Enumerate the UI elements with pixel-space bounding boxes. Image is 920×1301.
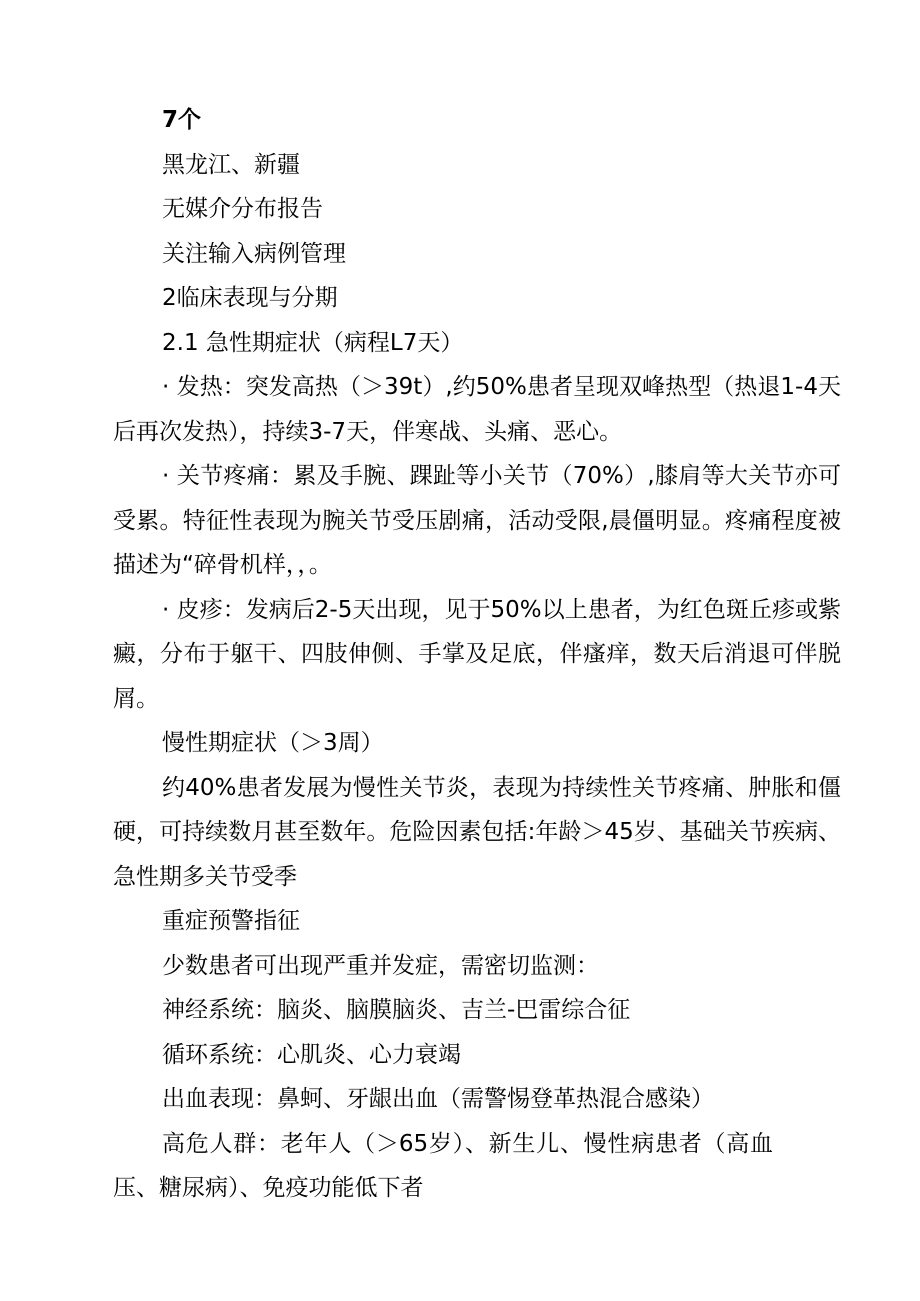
paragraph-high-risk: 高危人群：老年人（＞65岁）、新生儿、慢性病患者（高血压、糖尿病）、免疫功能低下者 [113, 1130, 773, 1201]
section-heading-clinical: 2临床表现与分期 [162, 285, 338, 311]
paragraph-rash: · 皮疹：发病后2-5天出现，见于50%以上患者，为红色斑丘疹或紫癜，分布于躯干、四肢伸侧、手掌及足底，伴瘙痒，数天后消退可伴脱屑。 [113, 596, 841, 712]
subsection-heading-warning: 重症预警指征 [162, 908, 300, 934]
text-line-count: 7个 [162, 107, 202, 133]
document-content [113, 98, 841, 1211]
text-line-neuro: 神经系统：脑炎、脑膜脑炎、吉兰-巴雷综合征 [162, 997, 631, 1023]
text-line-bleeding: 出血表现：鼻蚵、牙龈出血（需警惕登革热混合感染） [162, 1086, 714, 1112]
text-line-circulatory: 循环系统：心肌炎、心力衰竭 [162, 1041, 461, 1068]
subsection-heading-chronic: 慢性期症状（＞3周） [162, 730, 384, 756]
paragraph-fever: · 发热：突发高热（＞39t）,约50%患者呈现双峰热型（热退1-4天后再次发热），持续3-7天，伴寒战、头痛、恶心。 [113, 374, 841, 445]
text-line-regions: 黑龙江、新疆 [162, 151, 300, 178]
text-line-imported-cases: 关注输入病例管理 [162, 240, 346, 267]
paragraph-chronic: 约40%患者发展为慢性关节炎，表现为持续性关节疼痛、肿胀和僵硬，可持续数月甚至数年。危险因素包括:年龄＞45岁、基础关节疾病、急性期多关节受季 [113, 774, 841, 890]
text-line-no-vector: 无媒介分布报告 [162, 196, 323, 222]
text-line-warning-intro: 少数患者可出现严重并发症，需密切监测： [162, 952, 599, 979]
subsection-heading-acute: 2.1 急性期症状（病程L7天） [162, 329, 464, 356]
paragraph-joint-pain: · 关节疼痛：累及手腕、踝趾等小关节（70%）,膝肩等大关节亦可受累。特征性表现为腕关节受压剧痛，活动受限,晨僵明显。疼痛程度被描述为“碎骨机样，，。 [113, 463, 841, 578]
